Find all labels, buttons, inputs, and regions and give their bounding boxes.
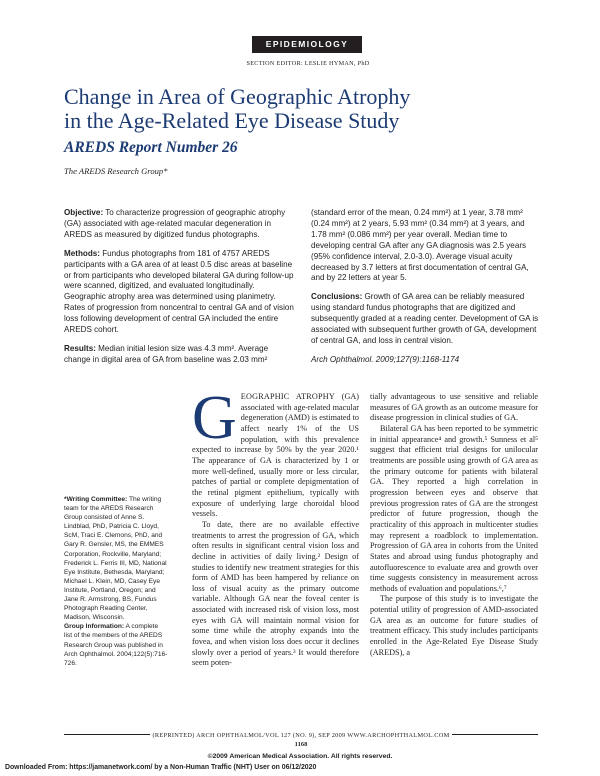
group-text: A complete list of the members of the AREDS Research Group was published in Arch Ophthalmol. 2004;122(5):716-726. (64, 623, 168, 667)
objective-text: To characterize progression of geographic atrophy (GA) associated with age-related macular degeneration in AREDS as measured by digitized fundus photographs. (64, 208, 286, 239)
title-line-2: in the Age-Related Eye Disease Study (64, 108, 400, 133)
methods-text: Fundus photographs from 181 of 4757 AREDS participants with a GA area of at least 0.5 disc areas at baseline or from participants who developed bilateral GA during follow-up were scanned, digitized, and evaluated longitudinally. Geographic atrophy area was determined using planimetry. Rates of progression from noncentral to central GA and of vision loss following development of central GA included the entire AREDS cohort. (64, 248, 294, 335)
author-notes (64, 495, 168, 668)
body-paragraph-5: The purpose of this study is to investigate the potential utility of progression of AMD-associated GA area as an outcome for future studies of treatment efficacy. This study includes participants enrolled in the Age-Related Eye Disease Study (AREDS), a (370, 594, 538, 657)
objective-label: Objective: (64, 208, 104, 217)
conclusions-text: Growth of GA area can be reliably measured using standard fundus photographs that are digitized and subsequently graded at a reading center. Development of GA is associated with subsequent further growth of GA, development of central GA, and loss in central vision. (311, 292, 539, 345)
article-title (64, 85, 534, 133)
body-column-1 (192, 384, 360, 669)
byline: The AREDS Research Group* (64, 166, 168, 176)
abstract-objective (64, 208, 295, 241)
abstract-results (64, 344, 295, 366)
results-label: Results: (64, 343, 96, 353)
abstract-left-column (64, 208, 295, 374)
article-subtitle: AREDS Report Number 26 (64, 139, 238, 156)
section-editor: SECTION EDITOR: LESLIE HYMAN, PhD (246, 60, 370, 67)
abstract-conclusions (311, 292, 539, 347)
abstract-results-continued: (standard error of the mean, 0.24 mm²) at 1 year, 3.78 mm² (0.24 mm²) at 2 years, 5.93 mm² (0.34 mm²) at 3 years, and 1.78 mm² (0.086 mm²) per year overall. Median time to developing central GA after any GA diagnosis was 2.5 years (95% confidence interval, 2.0-3.0). Average visual acuity decreased by 3.7 letters at first documentation of central GA, and by 22 letters at year 5. (311, 208, 529, 283)
copyright-notice: ©2009 American Medical Association. All rights reserved. (207, 753, 393, 760)
results-text: Median initial lesion size was 4.3 mm². Average change in digital area of GA from baseline was 2.03 mm² (64, 343, 269, 364)
body-column-2 (370, 392, 538, 658)
committee-label: *Writing Committee: (64, 496, 128, 503)
group-information (64, 622, 168, 667)
article-citation: Arch Ophthalmol. 2009;127(9):1168-1174 (311, 354, 460, 364)
methods-label: Methods: (64, 248, 100, 258)
lead-in: EOGRAPHIC ATROPHY (240, 392, 336, 401)
drop-cap: G (192, 384, 237, 452)
paragraph-1-text: (GA) associated with age-related macular degeneration (AMD) is estimated to affect nearly 1% of the US population, with this prevalence expected to increase by 50% by the year 2020.¹ The appearance of GA is characterized by 1 or more well-defined, usually more or less circular, patches of partial or complete depigmentation of the retinal pigment epithelium, typically with exposure of underlying large choroidal blood vessels. (192, 392, 360, 519)
footer-journal-text: (REPRINTED) ARCH OPHTHALMOL/VOL 127 (NO. 9), SEP 2009 WWW.ARCHOPHTHALMOL.COM (150, 732, 453, 739)
body-paragraph-3: tially advantageous to use sensitive and reliable measures of GA growth as an outcome measure for disease progression in clinical studies of GA. (370, 392, 538, 423)
writing-committee (64, 495, 168, 622)
section-tag: EPIDEMIOLOGY (252, 36, 362, 53)
conclusions-label: Conclusions: (311, 292, 363, 302)
page-number: 1168 (294, 741, 308, 748)
body-paragraph-1 (192, 384, 360, 520)
body-paragraph-4: Bilateral GA has been reported to be symmetric in initial appearance⁴ and growth.⁵ Sunness et al⁵ suggest that efficient trial designs for unilocular treatments are possible using growth of GA area as the primary outcome for patients with bilateral GA. They reported a high correlation in progression between eyes and observe that previous progression rates of GA are the strongest predictor of future progression, though the practicality of this approach in multicenter studies may represent a roadblock to implementation. Progression of GA area in cohorts from the United States and abroad using fundus photography and autofluorescence to evaluate area and growth over time suggests consistency in measurement across methods of evaluation and populations.⁶,⁷ (370, 423, 538, 593)
title-line-1: Change in Area of Geographic Atrophy (64, 84, 411, 109)
footer-journal-info (64, 732, 538, 739)
download-notice: Downloaded From: https://jamanetwork.com/ by a Non-Human Traffic (NHT) User on 06/12/2020 (5, 764, 317, 771)
abstract-right-column (311, 208, 539, 374)
body-paragraph-2: To date, there are no available effective treatments to arrest the progression of GA, which often results in significant central vision loss and decline in activities of daily living.² Design of studies to identify new treatment strategies for this form of AMD has been hampered by reliance on loss of visual acuity as the primary outcome variable. Although GA near the foveal center is associated with increased risk of vision loss, most eyes with GA will maintain normal vision for some time while the atrophy expands into the fovea, and when vision loss does occur it declines slowly over a period of years.³ It would therefore seem poten- (192, 519, 359, 668)
abstract-methods (64, 249, 295, 336)
group-label: Group Information: (64, 623, 125, 631)
committee-text: The writing team for the AREDS Research Group consisted of Anne S. Lindblad, PhD, Patricia C. Lloyd, ScM, Traci E. Clemons, PhD, and Gary R. Gensler, MS, the EMMES Corporation, Rockville, Maryland; Frederick L. Ferris III, MD, National Eye Institute, Bethesda, Maryland; Michael L. Klein, MD, Casey Eye Institute, Portland, Oregon; and Jane R. Armstrong, BS, Fundus Photograph Reading Center, Madison, Wisconsin. (64, 496, 167, 622)
